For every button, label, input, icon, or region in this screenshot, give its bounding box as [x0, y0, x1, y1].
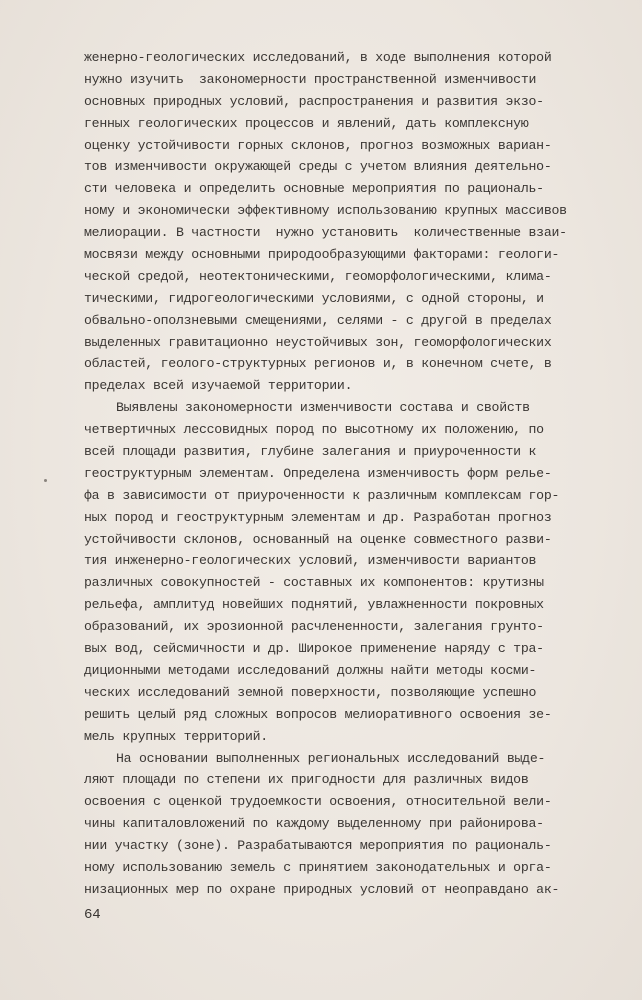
text-line: тов изменчивости окружающей среды с учетом влияния деятельно- [84, 159, 552, 175]
paper-speck [44, 479, 47, 482]
text-line: всей площади развития, глубине залегания и приуроченности к [84, 444, 537, 460]
text-line: освоения с оценкой трудоемкости освоения, относительной вели- [84, 794, 552, 810]
text-line: мель крупных территорий. [84, 728, 268, 744]
text-line: женерно-геологических исследований, в ходе выполнения которой [84, 50, 552, 65]
text-line: мосвязи между основными природообразующими факторами: геологи- [84, 247, 560, 263]
text-line: ческих исследований земной поверхности, позволяющие успешно [84, 684, 537, 700]
paragraph-1 [84, 47, 629, 397]
paragraph-2 [84, 397, 629, 747]
paragraph-3 [84, 748, 629, 901]
text-line: нужно изучить закономерности пространственной изменчивости [84, 71, 537, 87]
text-line: чины капиталовложений по каждому выделенному при районирова- [84, 816, 544, 832]
text-line: выделенных гравитационно неустойчивых зон, геоморфологических [84, 334, 552, 350]
text-line: геоструктурным элементам. Определена изменчивость форм релье- [84, 465, 552, 481]
text-line: ных пород и геоструктурным элементам и др. Разработан прогноз [84, 509, 552, 525]
text-line: устойчивости склонов, основанный на оценке совместного разви- [84, 531, 552, 547]
text-line: тическими, гидрогеологическими условиями, с одной стороны, и [84, 290, 544, 306]
text-line-first: Выявлены закономерности изменчивости состава и свойств [116, 400, 530, 416]
text-line: ляют площади по степени их пригодности для различных видов [84, 772, 529, 788]
text-line: обвально-оползневыми смещениями, селями - с другой в пределах [84, 312, 552, 328]
text-line: решить целый ряд сложных вопросов мелиоративного освоения зе- [84, 706, 552, 722]
text-line: тия инженерно-геологических условий, изменчивости вариантов [84, 553, 537, 569]
page-number: 64 [84, 907, 101, 923]
text-line: диционными методами исследований должны найти методы косми- [84, 662, 537, 678]
text-line: ческой средой, неотектоническими, геоморфологическими, клима- [84, 268, 552, 284]
text-line: областей, геолого-структурных регионов и, в конечном счете, в [84, 356, 552, 372]
body-text [84, 47, 629, 901]
text-line-first: На основании выполненных региональных исследований выде- [116, 750, 546, 766]
text-line: оценку устойчивости горных склонов, прогноз возможных вариан- [84, 137, 552, 153]
text-line: различных совокупностей - составных их компонентов: крутизны [84, 575, 544, 591]
text-line: четвертичных лессовидных пород по высотному их положению, по [84, 422, 544, 438]
text-line: ному и экономически эффективному использованию крупных массивов [84, 203, 567, 219]
text-line: основных природных условий, распространения и развития экзо- [84, 93, 544, 109]
text-line: нии участку (зоне). Разрабатываются мероприятия по рациональ- [84, 838, 552, 854]
text-line: рельефа, амплитуд новейших поднятий, увлажненности покровных [84, 597, 544, 613]
text-line: ному использованию земель с принятием законодательных и орга- [84, 859, 552, 875]
text-line: генных геологических процессов и явлений, дать комплексную [84, 115, 529, 131]
text-line: образований, их эрозионной расчлененности, залегания грунто- [84, 619, 544, 635]
text-line: мелиорации. В частности нужно установить количественные взаи- [84, 225, 567, 241]
text-line: пределах всей изучаемой территории. [84, 378, 353, 394]
text-line: вых вод, сейсмичности и др. Широкое применение наряду с тра- [84, 641, 544, 657]
text-line: фа в зависимости от приуроченности к различным комплексам гор- [84, 487, 560, 503]
text-line: низационных мер по охране природных условий от неоправдано ак- [84, 881, 560, 897]
text-line: сти человека и определить основные мероприятия по рациональ- [84, 181, 544, 197]
